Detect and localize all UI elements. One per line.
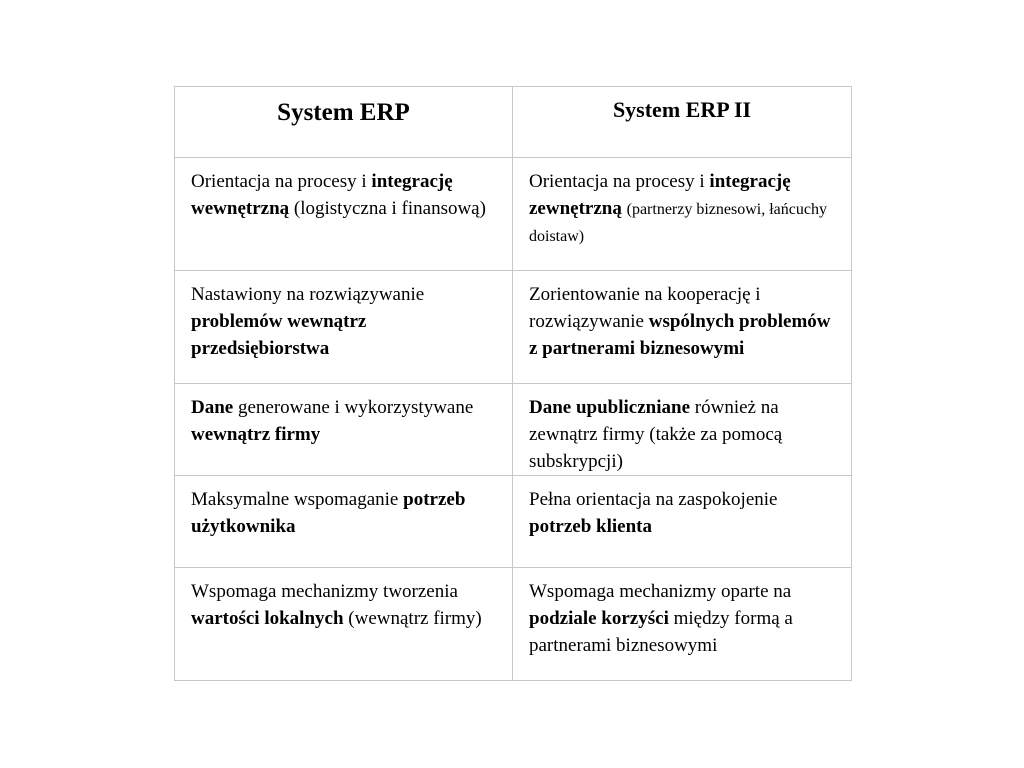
text: również na zewnątrz firmy (także za pomocą subskrypcji) [529,397,783,472]
text: Maksymalne wspomaganie [191,489,404,510]
cell-erp2-value [513,568,852,681]
cell-erp-orientation [175,158,513,271]
text: między formą a partnerami biznesowymi [529,608,793,656]
text: Zorientowanie na kooperację i rozwiązywanie [529,284,761,332]
cell-erp2-problems [513,271,852,384]
bold-text: integrację zewnętrzną [529,171,791,219]
bold-text: wewnątrz firmy [191,424,321,445]
header-erp-ii [513,87,852,158]
small-text: (partnerzy biznesowi, łańcuchy doistaw) [529,201,827,245]
bold-text: wartości lokalnych [191,608,344,629]
table-row [175,158,852,271]
table-row [175,476,852,568]
bold-text: problemów wewnątrz przedsiębiorstwa [191,311,367,359]
text: Wspomaga mechanizmy tworzenia [191,581,458,602]
bold-text: Dane [191,397,234,418]
erp-comparison-table [174,86,852,681]
bold-text: potrzeb użytkownika [191,489,466,537]
bold-text: wspólnych problemów z partnerami biznesowymi [529,311,831,359]
table-row [175,384,852,476]
text: Wspomaga mechanizmy oparte na [529,581,792,602]
cell-erp2-data [513,384,852,476]
cell-erp-value [175,568,513,681]
bold-text: integrację wewnętrzną [191,171,453,219]
cell-erp2-orientation [513,158,852,271]
header-erp-label: System ERP [277,99,410,126]
text: Orientacja na procesy i [191,171,372,192]
header-erp-ii-label: System ERP II [612,97,752,122]
cell-erp-problems [175,271,513,384]
bold-text: Dane upubliczniane [529,397,691,418]
cell-erp-needs [175,476,513,568]
text: generowane i wykorzystywane [233,397,474,418]
text: Pełna orientacja na zaspokojenie [529,489,778,510]
text: (logistyczna i finansową) [289,198,486,219]
table-row [175,271,852,384]
cell-erp2-needs [513,476,852,568]
text: (wewnątrz firmy) [343,608,482,629]
bold-text: podziale korzyści [529,608,669,629]
bold-text: potrzeb klienta [529,516,652,537]
text: Nastawiony na rozwiązywanie [191,284,425,305]
table-row [175,568,852,681]
header-row [175,87,852,158]
header-erp [175,87,513,158]
text: Orientacja na procesy i [529,171,710,192]
cell-erp-data [175,384,513,476]
